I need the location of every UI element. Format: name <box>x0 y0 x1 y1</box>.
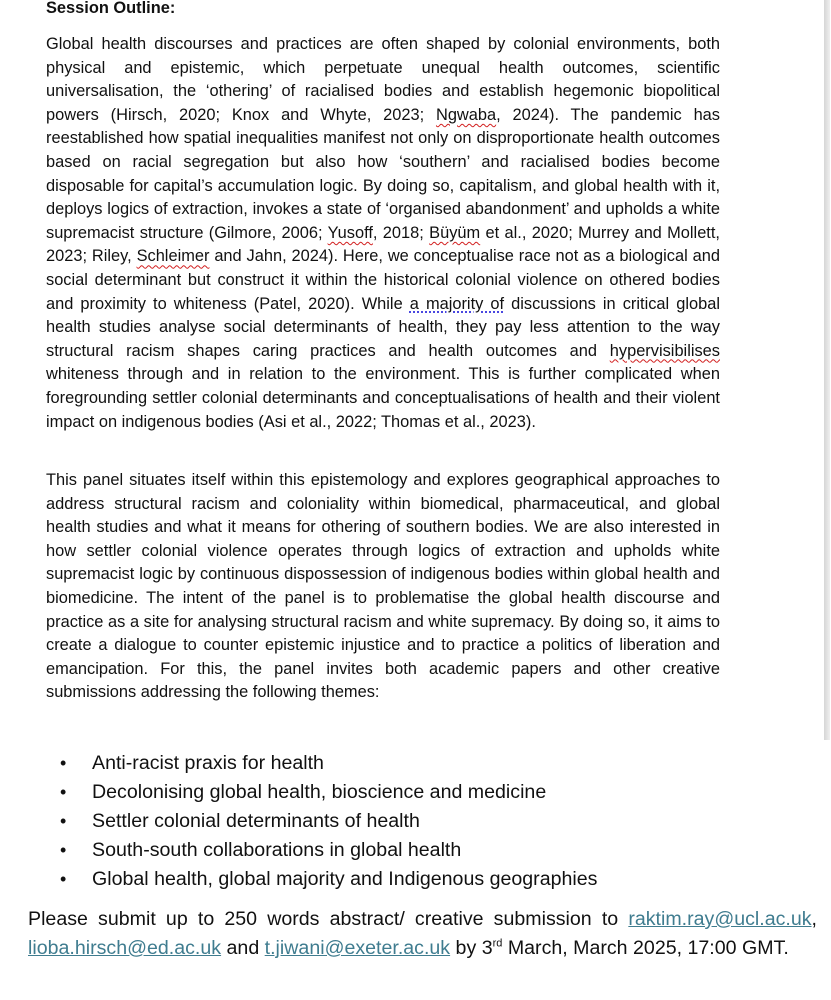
spellcheck-word[interactable]: Yusoff <box>327 223 373 242</box>
theme-text: Global health, global majority and Indigenous geographies <box>92 868 598 890</box>
text-run: and <box>221 937 265 959</box>
email-link-jiwani[interactable]: t.jiwani@exeter.ac.uk <box>264 937 451 959</box>
text-run: et al., 2020; Murrey and Mollett, 2023; Riley, <box>46 223 720 266</box>
themes-list <box>56 749 597 894</box>
paragraph-1 <box>46 33 720 434</box>
spellcheck-word[interactable]: Schleimer <box>136 247 210 266</box>
spellcheck-word[interactable]: Büyüm <box>429 223 481 242</box>
email-link-lioba[interactable]: lioba.hirsch@ed.ac.uk <box>28 937 222 959</box>
deadline-text: March, March 2025, 17:00 GMT. <box>502 937 789 959</box>
text-run: , 2018; <box>372 223 430 242</box>
text-run: Please submit up to 250 words abstract/ creative submission to <box>28 908 629 930</box>
submission-instructions <box>28 905 817 963</box>
text-run: by 3 <box>450 937 493 959</box>
bullet-icon: • <box>60 840 67 860</box>
text-run: Global health discourses and practices are often shaped by colonial environments, both physical and epistemic, which perpetuate unequal health outcomes, scientific universalisation, the ‘othering’ of racialised bodies and establish hegemonic biopolitical powers (Hirsch, 2020; Knox and Whyte, 2023; <box>46 35 720 124</box>
bullet-icon: • <box>60 811 67 831</box>
spellcheck-word[interactable]: Ngwaba <box>435 105 497 124</box>
text-run: , 2024). The pandemic has reestablished how spatial inequalities manifest not only on disproportionate health outcomes based on racial segregation but also how ‘southern’ and racialised bodies become disposable for capital’s accumulation logic. By doing so, capitalism, and global health with it, deploys logics of extraction, invokes a state of ‘organised abandonment’ and upholds a white supremacist structure (Gilmore, 2006; <box>46 105 720 242</box>
spellcheck-word[interactable]: hypervisibilises <box>609 341 720 360</box>
text-run: discussions in critical global health studies analyse social determinants of health, they pay less attention to the way structural racism shapes caring practices and health outcomes and <box>46 294 720 360</box>
list-item <box>56 836 597 865</box>
list-item <box>56 778 597 807</box>
bullet-icon: • <box>60 782 67 802</box>
email-link-raktim[interactable]: raktim.ray@ucl.ac.uk <box>628 908 812 930</box>
theme-text: Anti-racist praxis for health <box>92 752 324 774</box>
paragraph-2: This panel situates itself within this epistemology and explores geographical approaches to address structural racism and coloniality within biomedical, pharmaceutical, and global health studies and what it means for othering of southern bodies. We are also interested in how settler colonial violence operates through logics of extraction and upholds white supremacist logic by continuous dispossession of indigenous bodies within global health and biomedicine. The intent of the panel is to problematise the global health discourse and practice as a site for analysing structural racism and white supremacy. By doing so, it aims to create a dialogue to counter epistemic injustice and to practice a politics of liberation and emancipation. For this, the panel invites both academic papers and other creative submissions addressing the following themes: <box>46 471 720 702</box>
text-run: , <box>811 908 817 930</box>
text-run: whiteness through and in relation to the environment. This is further complicated when foregrounding settler colonial determinants and conceptualisations of health and their violent impact on indigenous bodies (Asi et al., 2022; Thomas et al., 2023). <box>46 365 720 431</box>
text-run: and Jahn, 2024). Here, we conceptualise race not as a biological and social determinant but construct it within the historical colonial violence on othered bodies and proximity to whiteness (Patel, 2020). While <box>46 247 720 313</box>
theme-text: South-south collaborations in global health <box>92 839 462 861</box>
ordinal-suffix: rd <box>492 937 503 950</box>
bullet-icon: • <box>60 753 67 773</box>
page-edge-shadow <box>824 0 830 740</box>
bullet-icon: • <box>60 869 67 889</box>
grammar-suggestion[interactable]: a majority of <box>409 294 505 313</box>
list-item <box>56 865 597 894</box>
list-item <box>56 807 597 836</box>
theme-text: Settler colonial determinants of health <box>92 810 420 832</box>
theme-text: Decolonising global health, bioscience and medicine <box>92 781 547 803</box>
section-heading: Session Outline: <box>46 0 176 17</box>
list-item <box>56 749 597 778</box>
